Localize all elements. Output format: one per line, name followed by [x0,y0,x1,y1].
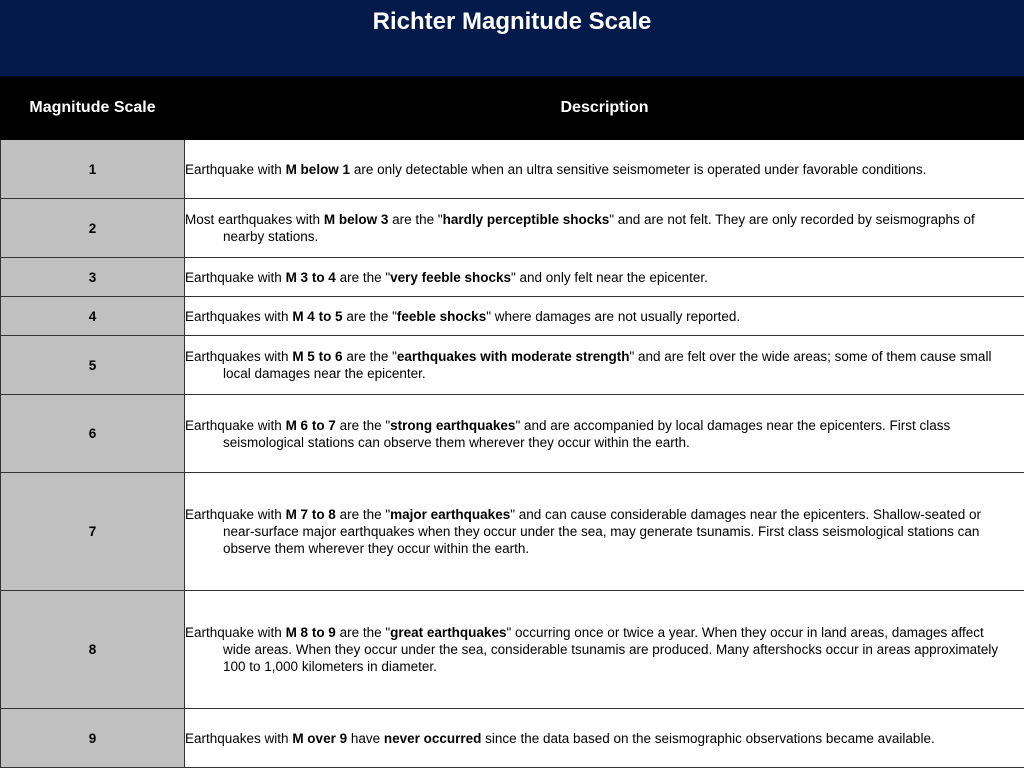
description-cell [185,258,1024,297]
description-emphasis: feeble shocks [396,308,487,324]
description-text-part: " and only felt near the epicenter. [510,269,708,285]
description-emphasis: hardly perceptible shocks [442,212,610,227]
magnitude-cell: 1 [1,140,185,199]
description-text [185,506,1024,557]
description-text [185,417,1024,451]
description-cell [185,473,1024,591]
description-emphasis: M 7 to 8 [285,507,336,522]
description-emphasis: strong earthquakes [390,417,516,433]
magnitude-cell: 5 [1,336,185,395]
description-emphasis: M below 3 [323,212,389,227]
description-text-part: have [347,730,384,746]
column-header-magnitude: Magnitude Scale [1,77,185,140]
description-cell [185,336,1024,395]
description-emphasis: M 5 to 6 [292,349,343,364]
description-emphasis: very feeble shocks [390,269,511,285]
description-text-part: Earthquakes with [185,349,293,364]
description-emphasis: M 3 to 4 [285,269,336,285]
table-row [1,591,1024,709]
description-emphasis: never occurred [383,730,482,746]
description-emphasis: M below 1 [285,161,351,177]
column-header-description: Description [185,77,1024,140]
table-row [1,709,1024,768]
description-text-part: Most earthquakes with [185,212,324,227]
table-row [1,199,1024,258]
description-text [185,348,1024,382]
description-text-part: are the " [335,417,391,433]
title-bar [0,0,1024,76]
description-text-part: Earthquake with [185,625,286,640]
table-row [1,473,1024,591]
table-row [1,297,1024,336]
description-cell [185,140,1024,199]
richter-table [0,76,1024,768]
description-text-part: Earthquake with [185,507,286,522]
magnitude-cell: 4 [1,297,185,336]
table-row [1,258,1024,297]
description-text-part: Earthquakes with [185,730,293,746]
description-cell [185,395,1024,473]
description-emphasis: M 4 to 5 [292,308,343,324]
description-text-part: " where damages are not usually reported. [486,308,741,324]
description-cell [185,199,1024,258]
magnitude-cell: 7 [1,473,185,591]
table-row [1,336,1024,395]
description-text-part: are the " [388,212,443,227]
description-text-part: " occurring once or twice a year. When they occur in land areas, damages affect wide areas. When they occur under the sea, considerable tsunamis are produced. Many aftershocks occur in areas approximately 100 to 1,000 kilometers in diameter. [223,625,999,674]
description-text [185,624,1024,675]
description-text-part: " and are not felt. They are only recorded by seismographs of nearby stations. [223,212,975,244]
description-cell [185,591,1024,709]
description-text [185,211,1024,245]
description-text-part: Earthquakes with [185,308,293,324]
description-cell [185,297,1024,336]
description-emphasis: M over 9 [292,730,348,746]
description-emphasis: earthquakes with moderate strength [396,349,630,364]
description-emphasis: major earthquakes [390,507,511,522]
magnitude-cell: 3 [1,258,185,297]
description-text [185,308,1024,325]
description-cell [185,709,1024,768]
description-text-part: " and can cause considerable damages near the epicenters. Shallow-seated or near-surface major earthquakes when they occur under the sea, may generate tsunamis. First class seismological stations can observe them wherever they occur within the earth. [223,507,982,556]
table-header-row [1,77,1024,140]
description-text-part: are only detectable when an ultra sensitive seismometer is operated under favorable conditions. [350,161,927,177]
description-text-part: Earthquake with [185,161,286,177]
description-text-part: are the " [335,625,391,640]
description-text-part: Earthquake with [185,269,286,285]
description-text-part: Earthquake with [185,417,286,433]
magnitude-cell: 9 [1,709,185,768]
description-text [185,161,1024,178]
description-text-part: are the " [342,349,397,364]
description-text-part: are the " [342,308,397,324]
page-title: Richter Magnitude Scale [372,8,652,35]
description-text-part: " and are felt over the wide areas; some of them cause small local damages near the epicenter. [223,349,992,381]
description-text-part: since the data based on the seismographic observations became available. [481,730,935,746]
description-text-part: " and are accompanied by local damages near the epicenters. First class seismological stations can observe them wherever they occur within the earth. [223,417,951,450]
description-emphasis: great earthquakes [390,625,507,640]
table-row [1,395,1024,473]
description-text [185,730,1024,747]
description-emphasis: M 6 to 7 [285,417,336,433]
magnitude-cell: 6 [1,395,185,473]
description-emphasis: M 8 to 9 [285,625,336,640]
description-text-part: are the " [335,269,391,285]
description-text-part: are the " [335,507,391,522]
description-text [185,269,1024,286]
table-row [1,140,1024,199]
magnitude-cell: 2 [1,199,185,258]
magnitude-cell: 8 [1,591,185,709]
